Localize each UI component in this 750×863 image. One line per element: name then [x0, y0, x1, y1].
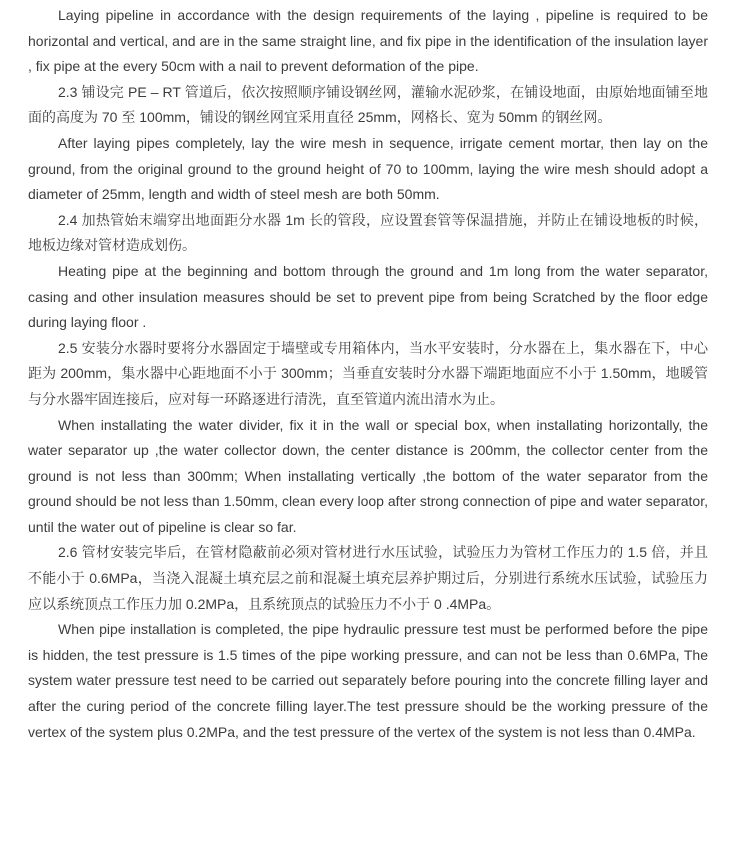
- document-body: [28, 3, 708, 745]
- paragraph-2-3-en: After laying pipes completely, lay the wire mesh in sequence, irrigate cement mortar, then lay on the ground, from the original ground to the ground height of 70 to 100mm, laying the wire mesh should adopt a diameter of 25mm, length and width of steel mesh are both 50mm.: [28, 134, 708, 203]
- paragraph-2-6-en: When pipe installation is completed, the pipe hydraulic pressure test must be performed before the pipe is hidden, the test pressure is 1.5 times of the pipe working pressure, and can not be less than 0.6MPa, The system water pressure test need to be carried out separately before pouring into the concrete filling layer and after the curing period of the concrete filling layer.The test pressure should be the working pressure of the vertex of the system plus 0.2MPa, and the test pressure of the vertex of the system is not less than 0.4MPa.: [28, 621, 708, 740]
- paragraph-2-3-zh: 2.3 铺设完 PE – RT 管道后，依次按照顺序铺设钢丝网，灌输水泥砂浆，在铺设地面，由原始地面铺至地面的高度为 70 至 100mm，铺设的钢丝网宜采用直径 25mm，网格长、宽为 50mm 的钢丝网。: [28, 83, 708, 126]
- paragraph-laying-pipeline-en: Laying pipeline in accordance with the design requirements of the laying , pipeline is required to be horizontal and vertical, and are in the same straight line, and fix pipe in the identification of the insulation layer , fix pipe at the every 50cm with a nail to prevent deformation of the pipe.: [28, 7, 708, 75]
- paragraph-2-5-zh: 2.5 安装分水器时要将分水器固定于墙壁或专用箱体内，当水平安装时，分水器在上，集水器在下，中心距为 200mm，集水器中心距地面不小于 300mm；当垂直安装时分水器下端距地面应不小于 1.50mm，地暖管与分水器牢固连接后，应对每一环路逐进行清洗，直至管道内流出清水为止。: [28, 339, 708, 407]
- paragraph-2-4-en: Heating pipe at the beginning and bottom through the ground and 1m long from the water separator, casing and other insulation measures should be set to prevent pipe from being Scratched by the floor edge during laying floor .: [28, 262, 708, 331]
- paragraph-2-5-en: When installating the water divider, fix it in the wall or special box, when installating horizontally, the water separator up ,the water collector down, the center distance is 200mm, the collector center from the ground is not less than 300mm; When installating vertically ,the bottom of the water separator from the ground should be not less than 1.50mm, clean every loop after strong connection of pipe and water separator, until the water out of pipeline is clear so far.: [28, 416, 708, 535]
- paragraph-2-4-zh: 2.4 加热管始末端穿出地面距分水器 1m 长的管段，应设置套管等保温措施，并防止在铺设地板的时候，地板边缘对管材造成划伤。: [28, 211, 708, 254]
- paragraph-2-6-zh: 2.6 管材安装完毕后，在管材隐蔽前必须对管材进行水压试验，试验压力为管材工作压力的 1.5 倍，并且不能小于 0.6MPa，当浇入混凝土填充层之前和混凝土填充层养护期过后，分别进行系统水压试验，试验压力应以系统顶点工作压力加 0.2MPa，且系统顶点的试验压力不小于 0 .4MPa。: [28, 544, 708, 612]
